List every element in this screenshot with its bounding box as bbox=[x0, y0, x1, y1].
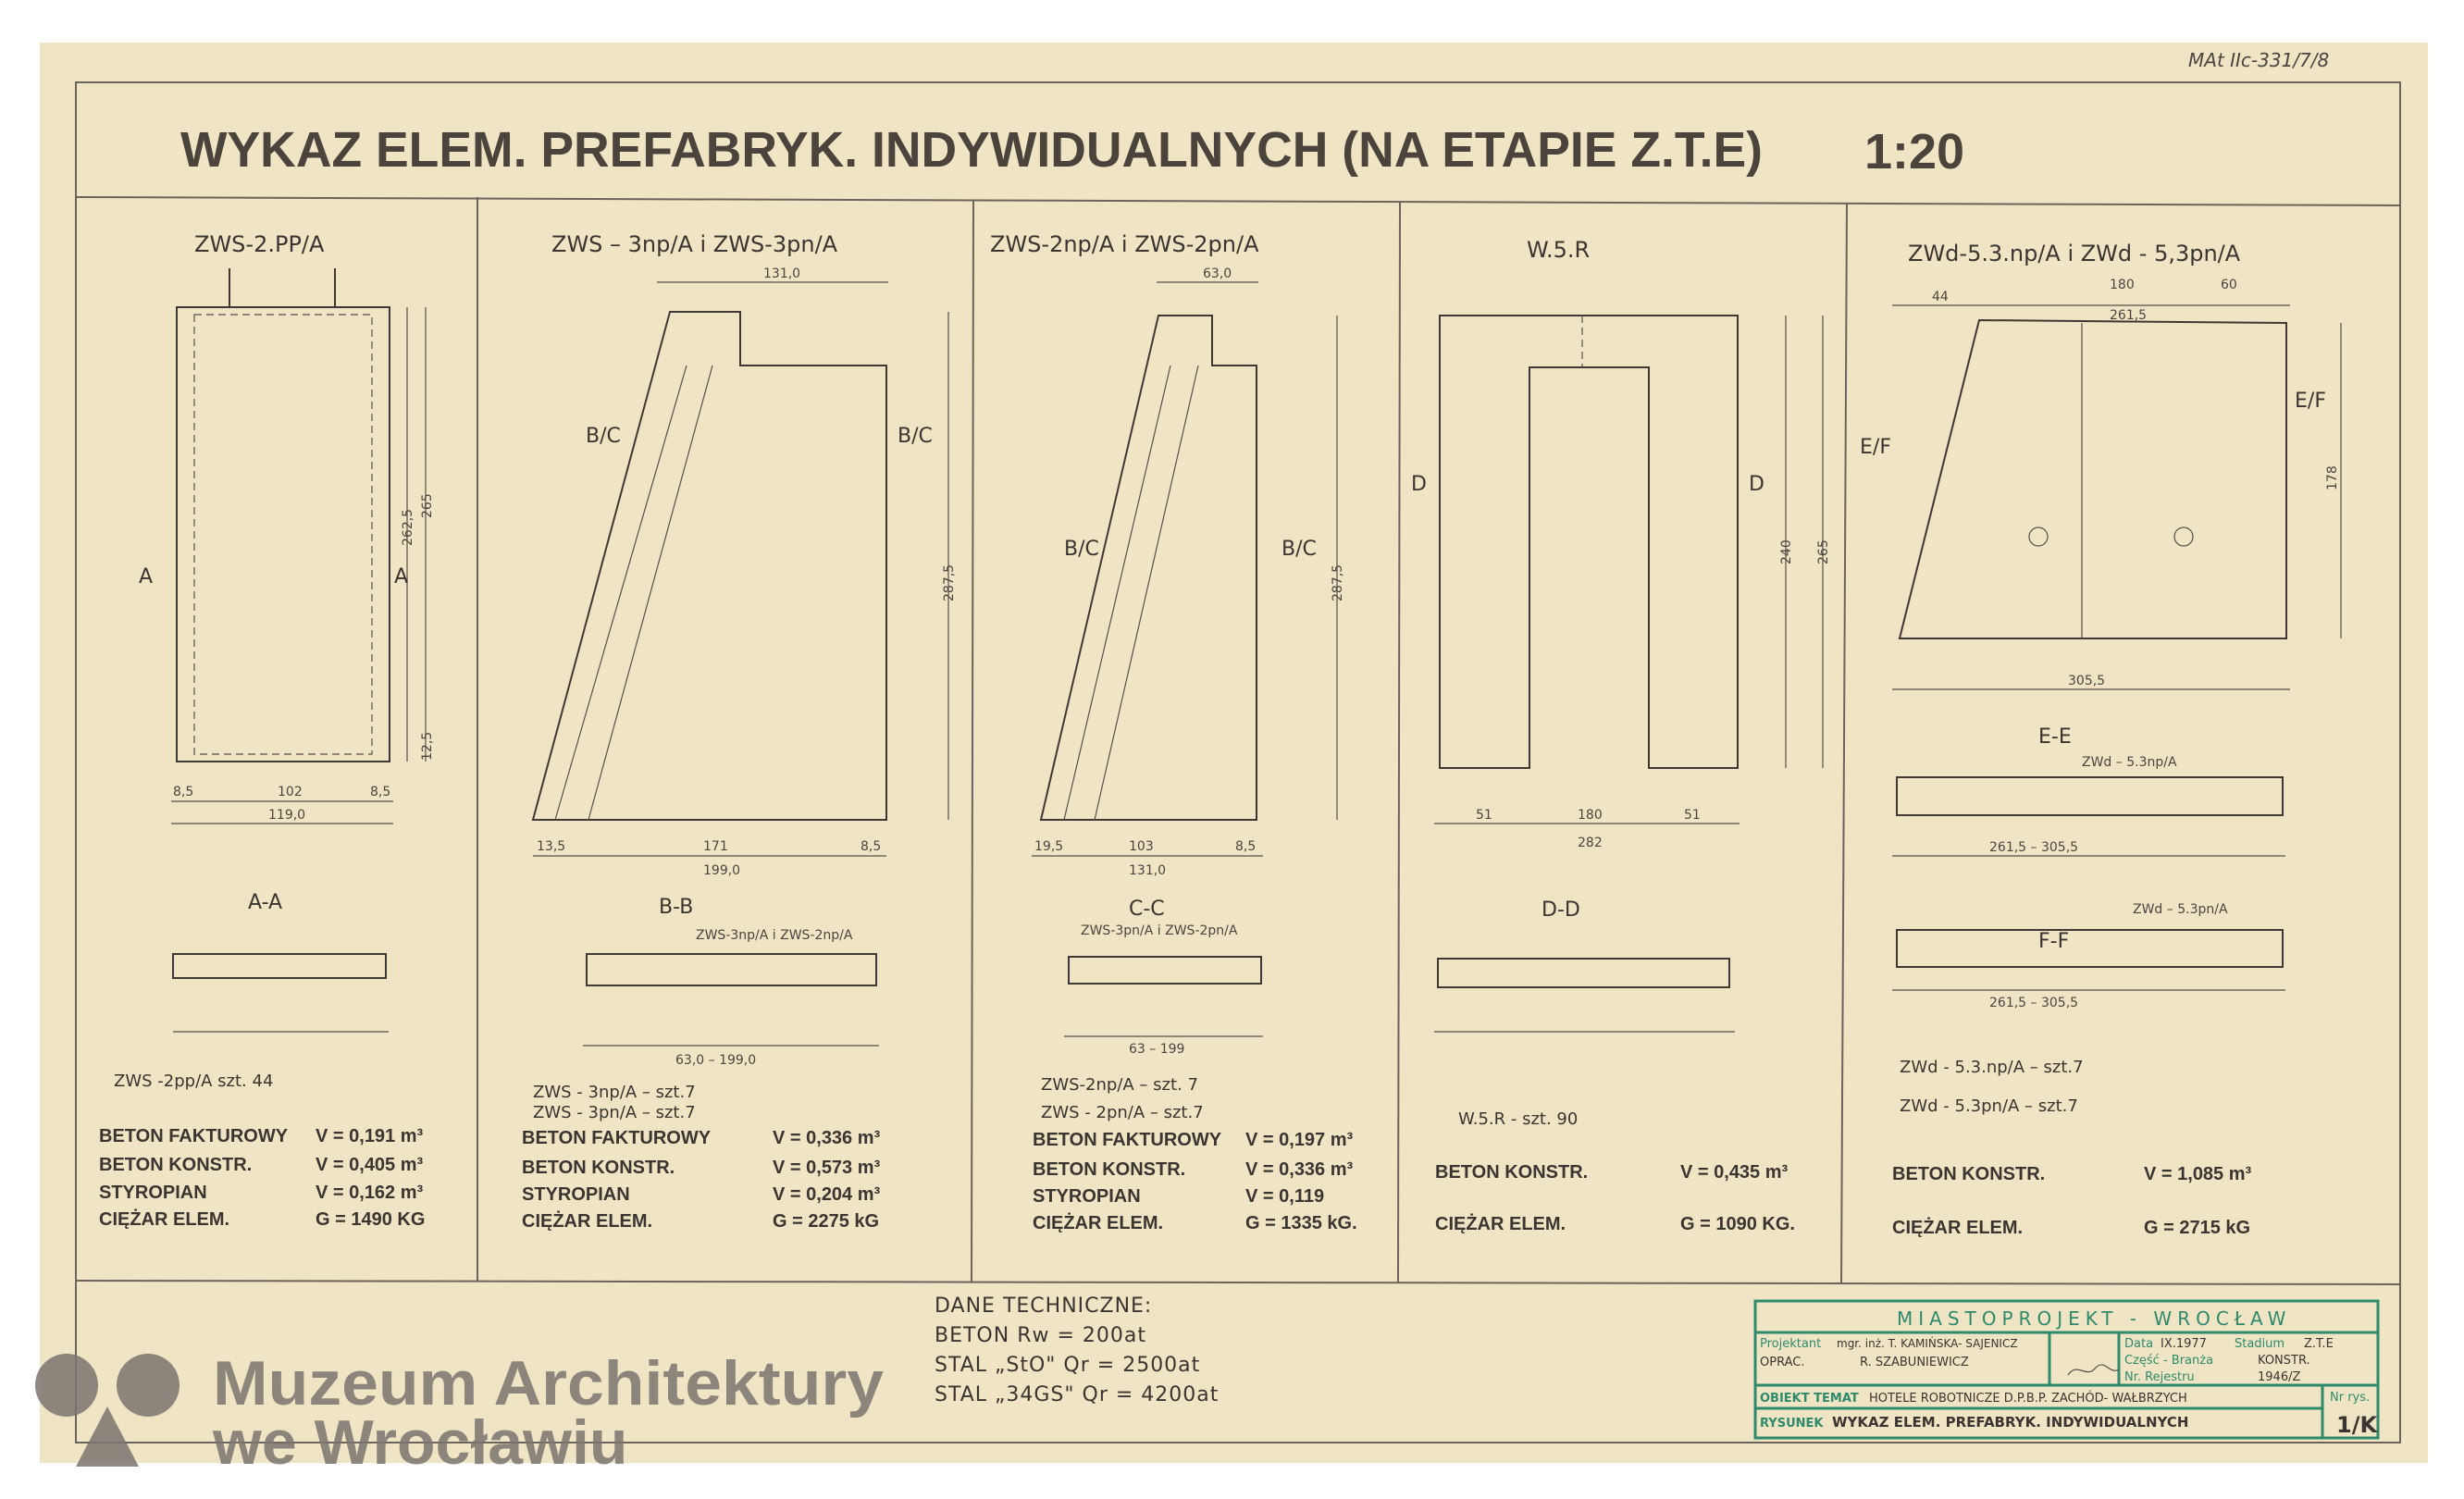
technical-data-line: BETON Rw = 200at bbox=[935, 1324, 1146, 1347]
stamp-label: Nr rys. bbox=[2330, 1391, 2371, 1405]
spec-label: STYROPIAN bbox=[522, 1184, 630, 1205]
spec-value: G = 1335 kG. bbox=[1245, 1213, 1357, 1233]
section-note: ZWS-3np/A i ZWS-2np/A bbox=[696, 928, 853, 943]
spec-label: CIĘŻAR ELEM. bbox=[1435, 1214, 1566, 1234]
section-note: ZWd – 5.3np/A bbox=[2082, 755, 2177, 770]
spec-label: STYROPIAN bbox=[99, 1183, 207, 1203]
spec-label: BETON FAKTUROWY bbox=[522, 1128, 712, 1148]
quantity-label: ZWS - 3pn/A – szt.7 bbox=[533, 1103, 696, 1122]
spec-label: BETON KONSTR. bbox=[1435, 1162, 1589, 1183]
dimension-label: 131,0 bbox=[1129, 863, 1167, 878]
dimension-label: 63,0 – 199,0 bbox=[675, 1053, 757, 1068]
quantity-label: ZWd - 5.3.np/A – szt.7 bbox=[1900, 1058, 2084, 1077]
dimension-label: 199,0 bbox=[703, 863, 741, 878]
spec-value: V = 0,119 bbox=[1245, 1186, 1325, 1207]
dimension-label: 287,5 bbox=[942, 564, 957, 601]
dimension-label: 8,5 bbox=[173, 785, 194, 799]
stamp-value: R. SZABUNIEWICZ bbox=[1860, 1356, 1969, 1369]
dimension-label: 261,5 – 305,5 bbox=[1989, 996, 2079, 1010]
section-title: E-E bbox=[2038, 725, 2072, 749]
watermark-line1: Muzeum Architektury bbox=[213, 1348, 885, 1418]
page-title: WYKAZ ELEM. PREFABRYK. INDYWIDUALNYCH (NA ETAPIE Z.T.E) bbox=[180, 122, 1763, 178]
stamp-value: KONSTR. bbox=[2258, 1354, 2310, 1368]
dimension-label: 261,5 – 305,5 bbox=[1989, 840, 2079, 855]
technical-data-heading: DANE TECHNICZNE: bbox=[935, 1295, 1153, 1318]
spec-value: G = 1490 KG bbox=[316, 1209, 426, 1230]
section-title: D-D bbox=[1542, 898, 1580, 922]
section-title: F-F bbox=[2038, 930, 2070, 953]
spec-label: BETON KONSTR. bbox=[1892, 1164, 2046, 1184]
dimension-label: 63,0 bbox=[1203, 266, 1232, 281]
spec-value: V = 0,405 m³ bbox=[316, 1155, 424, 1175]
stamp-value: IX.1977 bbox=[2161, 1337, 2207, 1351]
quantity-label: ZWS - 2pn/A – szt.7 bbox=[1041, 1103, 1204, 1122]
spec-label: BETON FAKTUROWY bbox=[1033, 1130, 1222, 1150]
spec-label: CIĘŻAR ELEM. bbox=[1892, 1218, 2024, 1238]
dimension-label: 103 bbox=[1129, 839, 1154, 854]
stamp-label: Data bbox=[2124, 1337, 2154, 1351]
quantity-label: W.5.R - szt. 90 bbox=[1458, 1109, 1579, 1129]
element-heading: ZWS-2np/A i ZWS-2pn/A bbox=[990, 231, 1259, 257]
dimension-label: 131,0 bbox=[763, 266, 801, 281]
scale-label: 1:20 bbox=[1864, 124, 1965, 180]
stamp-value: WYKAZ ELEM. PREFABRYK. INDYWIDUALNYCH bbox=[1832, 1414, 2189, 1431]
archive-mark: MAt IIc-331/7/8 bbox=[2188, 49, 2330, 71]
stamp-label: OPRAC. bbox=[1760, 1356, 1805, 1369]
spec-label: CIĘŻAR ELEM. bbox=[522, 1211, 653, 1232]
dimension-label: 119,0 bbox=[268, 808, 306, 823]
dimension-label: 265 bbox=[1816, 539, 1831, 564]
quantity-label: ZWS-2np/A – szt. 7 bbox=[1041, 1075, 1198, 1095]
spec-label: BETON KONSTR. bbox=[522, 1158, 675, 1178]
spec-value: V = 0,191 m³ bbox=[316, 1126, 424, 1146]
quantity-label: ZWS -2pp/A szt. 44 bbox=[114, 1072, 274, 1091]
section-mark: B/C bbox=[586, 425, 621, 448]
section-mark: E/F bbox=[2295, 390, 2326, 413]
watermark-line2: we Wrocławiu bbox=[213, 1407, 628, 1478]
dimension-label: 51 bbox=[1476, 808, 1492, 823]
section-title: C-C bbox=[1129, 898, 1165, 921]
dimension-label: 102 bbox=[278, 785, 303, 799]
spec-label: CIĘŻAR ELEM. bbox=[1033, 1213, 1164, 1233]
dimension-label: 240 bbox=[1779, 539, 1794, 564]
spec-label: STYROPIAN bbox=[1033, 1186, 1141, 1207]
spec-value: V = 0,573 m³ bbox=[773, 1158, 881, 1178]
element-heading: ZWd-5.3.np/A i ZWd - 5,3pn/A bbox=[1908, 241, 2241, 266]
dimension-label: 171 bbox=[703, 839, 728, 854]
stamp-office: MIASTOPROJEKT - WROCŁAW bbox=[1897, 1307, 2292, 1330]
spec-value: V = 0,204 m³ bbox=[773, 1184, 881, 1205]
spec-value: G = 2275 kG bbox=[773, 1211, 880, 1232]
spec-value: V = 0,336 m³ bbox=[1245, 1159, 1354, 1180]
dimension-label: 19,5 bbox=[1034, 839, 1064, 854]
dimension-label: 44 bbox=[1932, 290, 1949, 304]
stamp-value: 1946/Z bbox=[2258, 1370, 2301, 1384]
section-title: A-A bbox=[248, 891, 283, 914]
section-mark: A bbox=[139, 565, 154, 588]
spec-value: V = 1,085 m³ bbox=[2144, 1164, 2252, 1184]
stamp-label: RYSUNEK bbox=[1760, 1417, 1824, 1431]
spec-value: V = 0,162 m³ bbox=[316, 1183, 424, 1203]
element-heading: W.5.R bbox=[1527, 237, 1591, 263]
spec-value: G = 2715 kG bbox=[2144, 1218, 2251, 1238]
stamp-label: Część - Branża bbox=[2124, 1354, 2214, 1368]
stamp-value: Z.T.E bbox=[2304, 1337, 2334, 1351]
section-mark: A bbox=[394, 565, 409, 588]
dimension-label: 180 bbox=[2110, 278, 2135, 292]
element-heading: ZWS – 3np/A i ZWS-3pn/A bbox=[551, 231, 838, 257]
stamp-value: HOTELE ROBOTNICZE D.P.B.P. ZACHÓD- WAŁBRZYCH bbox=[1869, 1392, 2187, 1406]
dimension-label: 8,5 bbox=[370, 785, 391, 799]
section-note: ZWS-3pn/A i ZWS-2pn/A bbox=[1081, 923, 1238, 938]
spec-value: V = 0,435 m³ bbox=[1680, 1162, 1789, 1183]
section-mark: B/C bbox=[1064, 538, 1099, 561]
dimension-label: 262,5 bbox=[401, 508, 415, 546]
dimension-label: 13,5 bbox=[537, 839, 566, 854]
spec-value: G = 1090 KG. bbox=[1680, 1214, 1795, 1234]
spec-value: V = 0,197 m³ bbox=[1245, 1130, 1354, 1150]
section-note: ZWd – 5.3pn/A bbox=[2133, 902, 2228, 917]
dimension-label: 178 bbox=[2325, 465, 2340, 490]
dimension-label: 180 bbox=[1578, 808, 1603, 823]
stamp-value: mgr. inż. T. KAMIŃSKA- SAJENICZ bbox=[1837, 1337, 2018, 1350]
dimension-label: 261,5 bbox=[2110, 308, 2148, 323]
stamp-label: Nr. Rejestru bbox=[2124, 1370, 2195, 1384]
dimension-label: 287,5 bbox=[1331, 564, 1345, 601]
stamp-label: Projektant bbox=[1760, 1337, 1822, 1351]
spec-value: V = 0,336 m³ bbox=[773, 1128, 881, 1148]
spec-label: BETON KONSTR. bbox=[1033, 1159, 1186, 1180]
technical-data-line: STAL „34GS" Qr = 4200at bbox=[935, 1383, 1220, 1406]
spec-label: BETON KONSTR. bbox=[99, 1155, 253, 1175]
section-mark: E/F bbox=[1860, 436, 1891, 459]
stamp-label: OBIEKT TEMAT bbox=[1760, 1392, 1859, 1406]
quantity-label: ZWd - 5.3pn/A – szt.7 bbox=[1900, 1096, 2078, 1116]
quantity-label: ZWS - 3np/A – szt.7 bbox=[533, 1083, 696, 1102]
spec-label: BETON FAKTUROWY bbox=[99, 1126, 289, 1146]
dimension-label: 282 bbox=[1578, 836, 1603, 850]
technical-data-line: STAL „StO" Qr = 2500at bbox=[935, 1354, 1201, 1377]
dimension-label: 265 bbox=[420, 493, 435, 518]
dimension-label: 8,5 bbox=[1235, 839, 1257, 854]
dimension-label: 305,5 bbox=[2068, 674, 2106, 688]
section-mark: D bbox=[1411, 473, 1427, 496]
section-mark: D bbox=[1749, 473, 1764, 496]
section-mark: B/C bbox=[1282, 538, 1317, 561]
spec-label: CIĘŻAR ELEM. bbox=[99, 1209, 230, 1230]
dimension-label: 8,5 bbox=[861, 839, 882, 854]
dimension-label: 51 bbox=[1684, 808, 1701, 823]
stamp-label: Stadium bbox=[2235, 1337, 2285, 1351]
dimension-label: 12,5 bbox=[420, 731, 435, 761]
section-title: B-B bbox=[659, 896, 694, 919]
dimension-label: 63 – 199 bbox=[1129, 1042, 1185, 1057]
element-heading: ZWS-2.PP/A bbox=[194, 231, 325, 257]
drawing-number: 1/K bbox=[2336, 1412, 2378, 1438]
dimension-label: 60 bbox=[2221, 278, 2237, 292]
section-mark: B/C bbox=[898, 425, 933, 448]
